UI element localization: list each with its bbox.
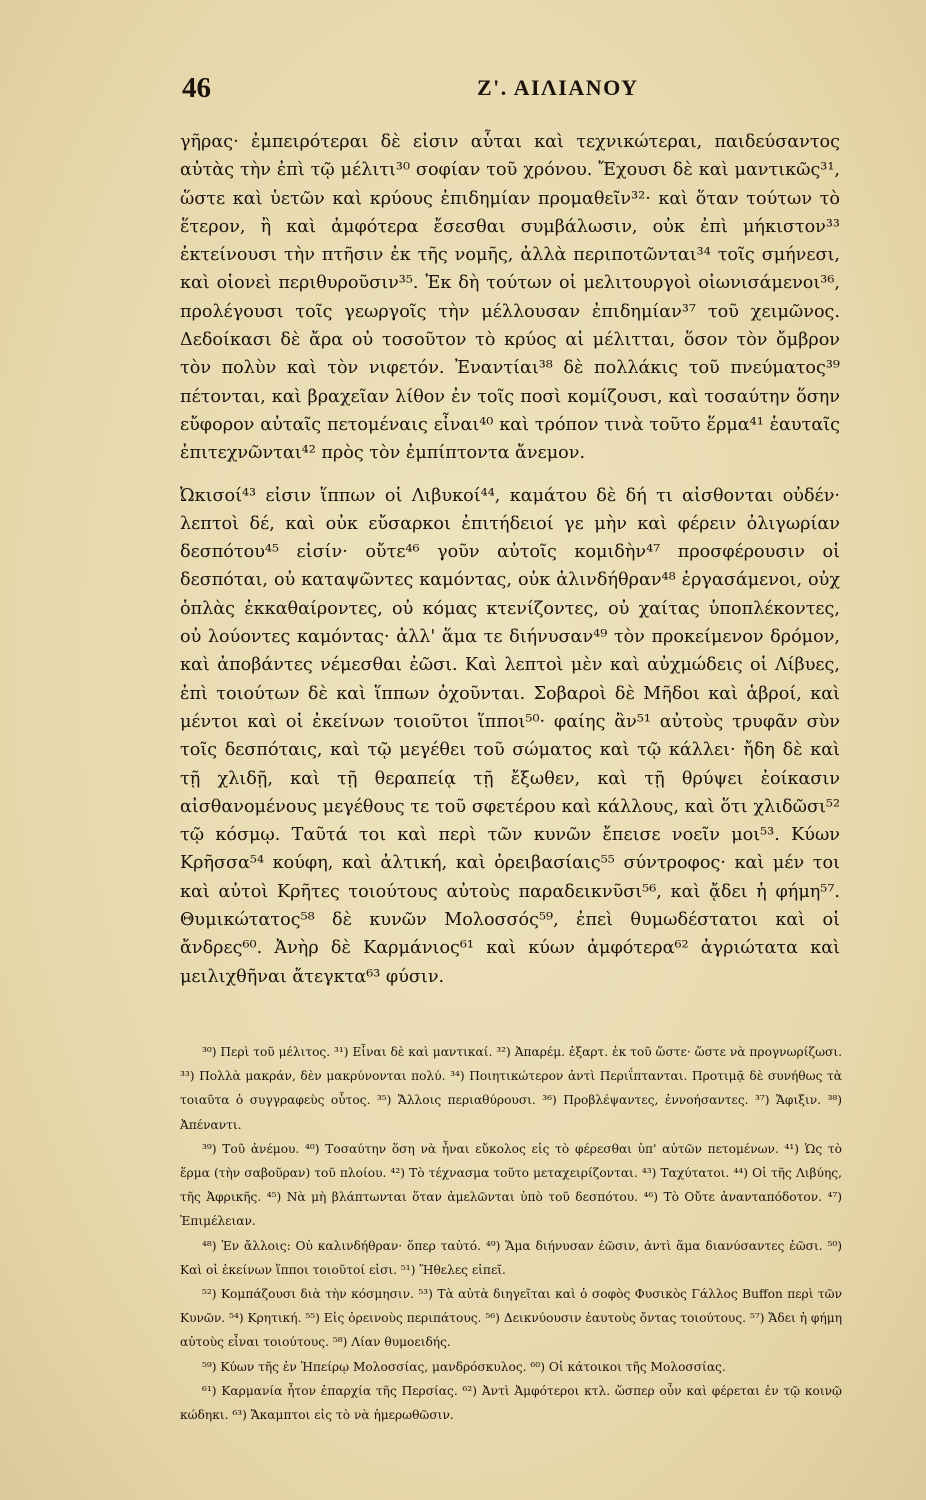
footnote-line: ³⁰) Περὶ τοῦ μέλιτος. ³¹) Εἶναι δὲ καὶ μαντικαί. ³²) Ἀπαρέμ. ἐξαρτ. ἐκ τοῦ ὥστε· ὥστε νὰ προγνωρίζωσι. ³³) Πολλὰ μακράν, δὲν μακρύνονται πολύ. ³⁴) Ποιητικώτερον ἀντὶ Περιΐπτανται. Προτιμᾷ δὲ συνήθως τὰ τοιαῦτα ὁ συγγραφεὺς οὗτος. ³⁵) Ἄλλοις περιαθύρουσι. ³⁶) Προβλέψαντες, ἐννοήσαντες. ³⁷) Ἄφιξιν. ³⁸) Ἀπέναντι. bbox=[180, 1045, 842, 1132]
footnote-line: ⁵⁹) Κύων τῆς ἐν Ἠπείρῳ Μολοσσίας, μανδρόσκυλος. ⁶⁰) Οἱ κάτοικοι τῆς Μολοσσίας. bbox=[202, 1359, 726, 1374]
footnote-line: ³⁹) Τοῦ ἀνέμου. ⁴⁰) Τοσαύτην ὅση νὰ ἦναι εὔκολος εἰς τὸ φέρεσθαι ὑπ' αὐτῶν πετομένων. ⁴¹) Ὡς τὸ ἕρμα (τὴν σαβοῦραν) τοῦ πλοίου. ⁴²) Τὸ τέχνασμα τοῦτο μεταχειρίζονται. ⁴³) Ταχύτατοι. ⁴⁴) Οἱ τῆς Λιβύης, τῆς Ἀφρικῆς. ⁴⁵) Νὰ μὴ βλάπτωνται ὅταν ἀμελῶνται ὑπὸ τοῦ δεσπότου. ⁴⁶) Τὸ Οὔτε ἀνανταπόδοτον. ⁴⁷) Ἐπιμέλειαν. bbox=[180, 1141, 842, 1229]
running-title: Ζ'. ΑΙΛΙΑΝΟΥ bbox=[477, 75, 639, 100]
paragraph-bees: γῆρας· ἐμπειρότεραι δὲ εἰσιν αὗται καὶ τεχνικώτεραι, παιδεύσαντος αὐτὰς τὴν ἐπὶ τῷ μέλιτι³⁰ σοφίαν τοῦ χρόνου. Ἔχουσι δὲ καὶ μαντικῶς³¹, ὥστε καὶ ὑετῶν καὶ κρύους ἐπιδημίαν προμαθεῖν³²· καὶ ὅταν τούτων τὸ ἕτερον, ἢ καὶ ἀμφότερα ἔσεσθαι συμβάλωσιν, οὐκ ἐπὶ μήκιστον³³ ἐκτείνουσι τὴν πτῆσιν ἐκ τῆς νομῆς, ἀλλὰ περιποτῶνται³⁴ τοῖς σμήνεσι, καὶ οἱονεὶ περιθυροῦσιν³⁵. Ἐκ δὴ τούτων οἱ μελιτουργοὶ οἰωνισάμενοι³⁶, προλέγουσι τοῖς γεωργοῖς τὴν μέλλουσαν ἐπιδημίαν³⁷ τοῦ χειμῶνος. Δεδοίκασι δὲ ἄρα οὐ τοσοῦτον τὸ κρύος αἱ μέλιτται, ὅσον τὸν ὄμβρον τὸν πολὺν καὶ τὸν νιφετόν. Ἐναντίαι³⁸ δὲ πολλάκις τοῦ πνεύματος³⁹ πέτονται, καὶ βραχεῖαν λίθον ἐν τοῖς ποσὶ κομίζουσι, καὶ τοσαύτην ὅσην εὔφορον αὐταῖς πετομέναις εἶναι⁴⁰ καὶ τρόπον τινὰ τοῦτο ἕρμα⁴¹ ἑαυταῖς ἐπιτεχνῶνται⁴² πρὸς τὸν ἐμπίπτοντα ἄνεμον. bbox=[180, 132, 840, 464]
footnote-line: ⁴⁸) Ἐν ἄλλοις: Οὐ καλινδήθραν· ὅπερ ταὐτό. ⁴⁹) Ἅμα διήνυσαν ἐῶσιν, ἀντὶ ἅμα διανύσαντες ἐῶσι. ⁵⁰) Καὶ οἱ ἐκείνων ἵπποι τοιοῦτοί εἰσι. ⁵¹) Ἤθελες εἰπεῖ. bbox=[180, 1238, 842, 1277]
footnote-line: ⁶¹) Καρμανία ἦτον ἐπαρχία τῆς Περσίας. ⁶²) Ἀντὶ Ἀμφότεροι κτλ. ὥσπερ οὖν καὶ φέρεται ἐν τῷ κοινῷ κώδηκι. ⁶³) Ἄκαμπτοι εἰς τὸ νὰ ἡμερωθῶσιν. bbox=[180, 1383, 842, 1423]
page-number: 46 bbox=[182, 72, 211, 104]
paragraph-horses-dogs: Ὠκισοί⁴³ εἰσιν ἵππων οἱ Λιβυκοί⁴⁴, καμάτου δὲ δή τι αἰσθονται οὐδέν· λεπτοὶ δέ, καὶ οὐκ εὔσαρκοι ἐπιτήδειοί γε μὴν καὶ φέρειν ὀλιγωρίαν δεσπότου⁴⁵ εἰσίν· οὔτε⁴⁶ γοῦν αὐτοῖς κομιδὴν⁴⁷ προσφέρουσιν οἱ δεσπόται, οὐ καταψῶντες καμόντας, οὐκ ἀλινδήθραν⁴⁸ ἐργασάμενοι, οὐχ ὁπλὰς ἐκκαθαίροντες, οὐ κόμας κτενίζοντες, οὐ χαίτας ὑποπλέκοντες, οὐ λούοντες καμόντας· ἀλλ' ἅμα τε διήνυσαν⁴⁹ τὸν προκείμενον δρόμον, καὶ ἀποβάντες νέμεσθαι ἐῶσι. Καὶ λεπτοὶ μὲν καὶ αὐχμώδεις οἱ Λίβυες, ἐπὶ τοιούτων δὲ καὶ ἵππων ὀχοῦνται. Σοβαροὶ δὲ Μῆδοι καὶ ἁβροί, καὶ μέντοι καὶ οἱ ἐκείνων τοιοῦτοι ἵπποι⁵⁰· φαίης ἂν⁵¹ αὐτοὺς τρυφᾶν σὺν τοῖς δεσπόταις, καὶ τῷ μεγέθει τοῦ σώματος καὶ τῷ κάλλει· ἤδη δὲ καὶ τῇ χλιδῇ, καὶ τῇ θεραπείᾳ τῇ ἔξωθεν, καὶ τῇ θρύψει ἐοίκασιν αἰσθανομένους μεγέθους τε τοῦ σφετέρου καὶ κάλλους, καὶ ὅτι χλιδῶσι⁵² τῷ κόσμῳ. Ταῦτά τοι καὶ περὶ τῶν κυνῶν ἔπεισε νοεῖν μοι⁵³. Κύων Κρῆσσα⁵⁴ κούφη, καὶ ἀλτική, καὶ ὀρειβασίαις⁵⁵ σύντροφος· καὶ μέν τοι καὶ αὐτοὶ Κρῆτες τοιούτους αὐτοὺς παραδεικνῦσι⁵⁶, καὶ ᾄδει ἡ φήμη⁵⁷. Θυμικώτατος⁵⁸ δὲ κυνῶν Μολοσσός⁵⁹, ἐπεὶ θυμωδέστατοι καὶ οἱ ἄνδρες⁶⁰. Ἀνὴρ δὲ Καρμάνιος⁶¹ καὶ κύων ἀμφότερα⁶² ἀγριώτατα καὶ μειλιχθῆναι ἄτεγκτα⁶³ φύσιν. bbox=[180, 485, 840, 987]
footnote-line: ⁵²) Κομπάζουσι διὰ τὴν κόσμησιν. ⁵³) Τὰ αὐτὰ διηγεῖται καὶ ὁ σοφὸς Φυσικὸς Γάλλος Buffon περὶ τῶν Κυνῶν. ⁵⁴) Κρητική. ⁵⁵) Εἰς ὀρεινοὺς περιπάτους. ⁵⁶) Δεικνύουσιν ἑαυτοὺς ὄντας τοιούτους. ⁵⁷) Ἄδει ἡ φήμη αὐτοὺς εἶναι τοιούτους. ⁵⁸) Λίαν θυμοειδής. bbox=[180, 1287, 842, 1350]
running-head bbox=[172, 72, 844, 112]
main-text bbox=[180, 128, 840, 991]
footnotes bbox=[180, 1040, 842, 1427]
